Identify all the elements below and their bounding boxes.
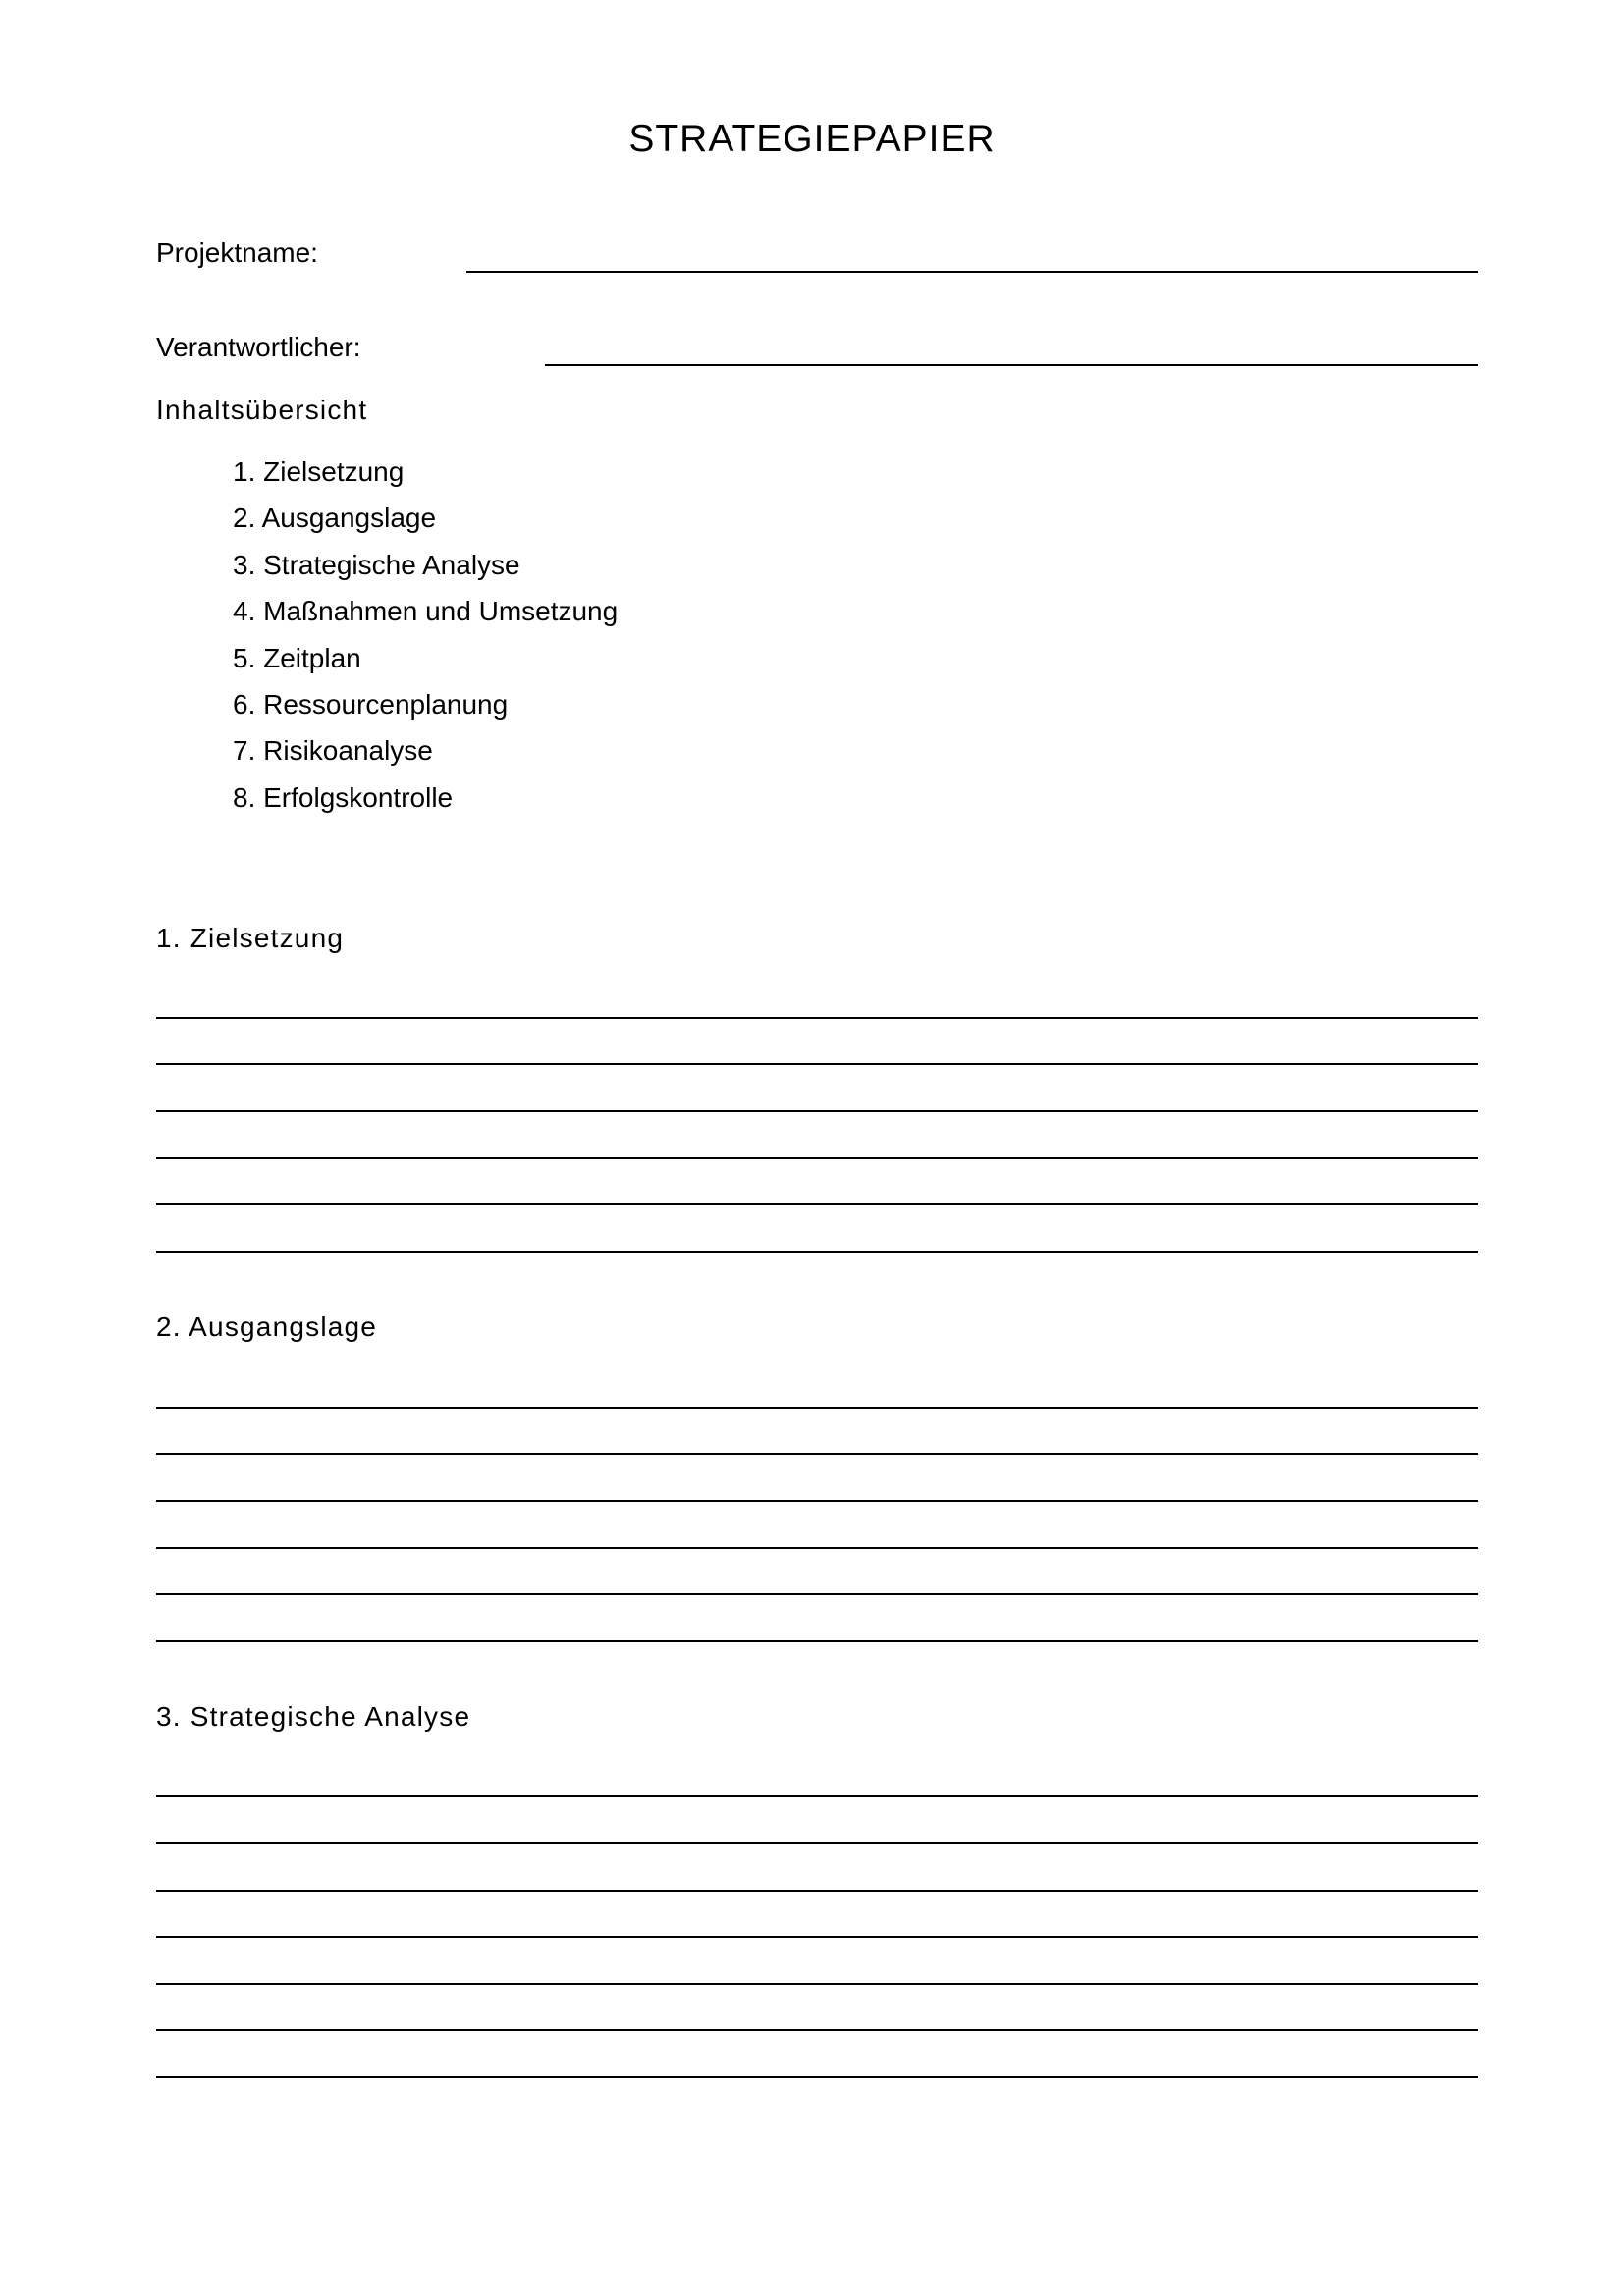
section-heading-ausgangslage: 2. Ausgangslage <box>156 1311 378 1342</box>
section-heading-strategische-analyse: 3. Strategische Analyse <box>156 1701 471 1732</box>
writing-line[interactable] <box>156 1453 1478 1455</box>
toc-item: 5. Zeitplan <box>233 642 361 673</box>
toc-item: 3. Strategische Analyse <box>233 549 520 580</box>
toc-item: 2. Ausgangslage <box>233 503 437 534</box>
writing-line[interactable] <box>156 1936 1478 1938</box>
section-heading-zielsetzung: 1. Zielsetzung <box>156 923 345 953</box>
writing-line[interactable] <box>156 1547 1478 1549</box>
responsible-label: Verantwortlicher: <box>156 332 361 362</box>
writing-line[interactable] <box>156 2029 1478 2031</box>
toc-heading: Inhaltsübersicht <box>156 395 368 425</box>
project-name-label: Projektname: <box>156 238 318 268</box>
project-name-input-line[interactable] <box>466 271 1478 273</box>
writing-line[interactable] <box>156 1500 1478 1502</box>
toc-item: 8. Erfolgskontrolle <box>233 781 454 813</box>
writing-line[interactable] <box>156 1110 1478 1112</box>
writing-line[interactable] <box>156 1063 1478 1065</box>
writing-line[interactable] <box>156 1251 1478 1253</box>
writing-line[interactable] <box>156 1203 1478 1205</box>
writing-line[interactable] <box>156 1407 1478 1409</box>
writing-line[interactable] <box>156 1593 1478 1595</box>
toc-list <box>233 453 618 825</box>
responsible-input-line[interactable] <box>545 364 1478 366</box>
writing-line[interactable] <box>156 2076 1478 2078</box>
toc-item: 7. Risikoanalyse <box>233 735 433 767</box>
writing-line[interactable] <box>156 1890 1478 1892</box>
writing-line[interactable] <box>156 1842 1478 1844</box>
writing-line[interactable] <box>156 1983 1478 1985</box>
writing-line[interactable] <box>156 1017 1478 1019</box>
toc-item: 1. Zielsetzung <box>233 456 405 487</box>
writing-line[interactable] <box>156 1157 1478 1159</box>
toc-item: 6. Ressourcenplanung <box>233 688 509 720</box>
writing-line[interactable] <box>156 1795 1478 1797</box>
writing-line[interactable] <box>156 1640 1478 1642</box>
toc-item: 4. Maßnahmen und Umsetzung <box>233 596 619 627</box>
page-title: STRATEGIEPAPIER <box>628 118 996 160</box>
